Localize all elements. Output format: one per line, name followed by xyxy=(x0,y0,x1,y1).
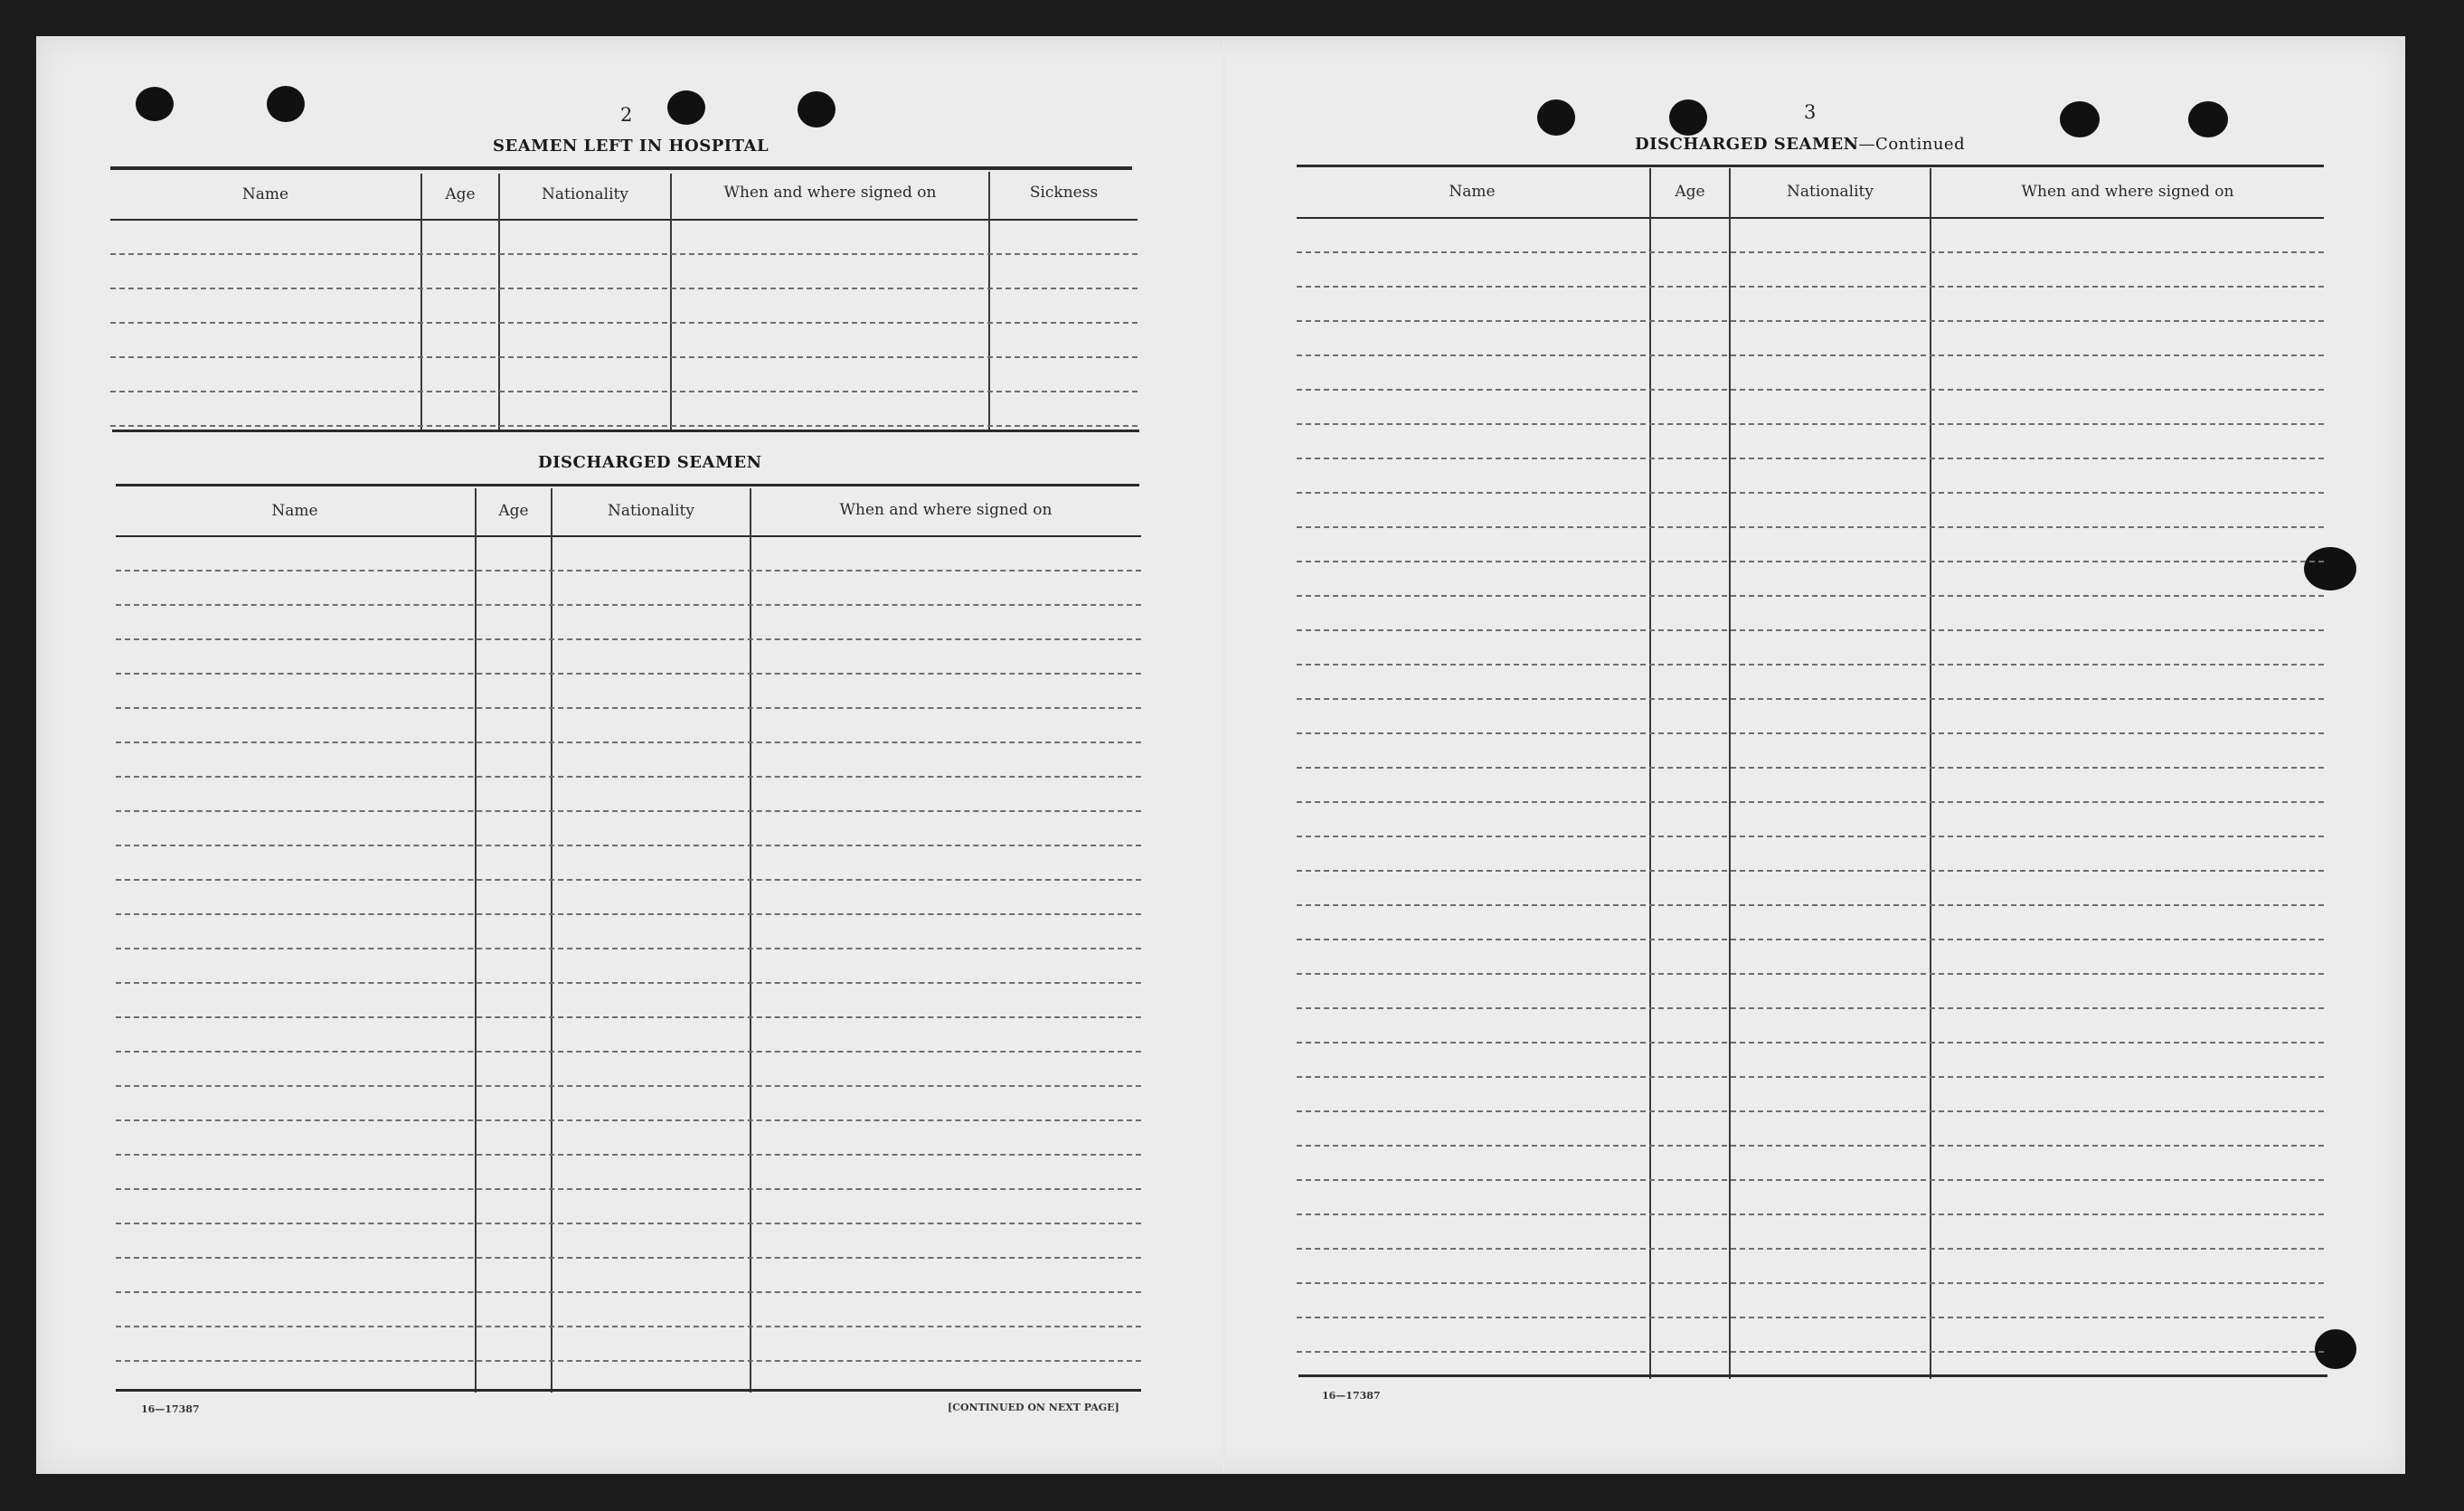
column-header-age: Age xyxy=(1675,183,1705,201)
entry-line xyxy=(116,707,1141,709)
entry-line xyxy=(1297,1007,2324,1009)
punch-hole xyxy=(1537,99,1575,136)
entry-line xyxy=(116,845,1141,846)
column-header-when-where-signed-on: When and where signed on xyxy=(2021,183,2234,201)
entry-line xyxy=(110,253,1138,255)
column-header-name: Name xyxy=(241,185,289,203)
entry-line xyxy=(116,879,1141,881)
entry-line xyxy=(1297,1214,2324,1215)
entry-line xyxy=(110,391,1138,392)
column-header-nationality: Nationality xyxy=(608,502,694,520)
entry-line xyxy=(1297,1351,2324,1353)
entry-line xyxy=(1297,1179,2324,1181)
entry-line xyxy=(116,1085,1141,1087)
entry-line xyxy=(116,1291,1141,1293)
entry-line xyxy=(1297,698,2324,700)
entry-line xyxy=(110,356,1138,358)
entry-line xyxy=(116,638,1141,640)
entry-line xyxy=(110,425,1138,427)
section-divider-rule xyxy=(112,430,1139,432)
entry-line xyxy=(116,604,1141,606)
entry-line xyxy=(1297,767,2324,769)
entry-line xyxy=(116,948,1141,949)
entry-line xyxy=(1297,870,2324,872)
entry-line xyxy=(116,1051,1141,1053)
entry-line xyxy=(1297,836,2324,837)
punch-hole xyxy=(2304,547,2356,590)
column-header-when-where-signed-on: When and where signed on xyxy=(723,184,937,202)
entry-line xyxy=(1297,939,2324,940)
form-number-right: 16—17387 xyxy=(1322,1390,1381,1402)
entry-line xyxy=(116,982,1141,984)
entry-line xyxy=(1297,1282,2324,1284)
punch-hole xyxy=(667,90,705,125)
entry-line xyxy=(1297,629,2324,631)
column-divider xyxy=(1729,168,1731,1379)
entry-line xyxy=(1297,595,2324,597)
entry-line xyxy=(1297,801,2324,803)
entry-line xyxy=(1297,1042,2324,1044)
column-header-name: Name xyxy=(1449,183,1496,201)
entry-line xyxy=(116,913,1141,915)
column-header-when-where-signed-on: When and where signed on xyxy=(839,501,1053,519)
column-divider xyxy=(1930,168,1931,1379)
entry-line xyxy=(1297,1076,2324,1078)
entry-line xyxy=(116,776,1141,778)
entry-line xyxy=(1297,354,2324,356)
page-number-left: 2 xyxy=(620,104,633,126)
entry-line xyxy=(1297,973,2324,975)
continued-suffix: —Continued xyxy=(1858,135,1966,154)
discharged-section-title: DISCHARGED SEAMEN xyxy=(538,453,762,472)
entry-line xyxy=(1297,320,2324,322)
entry-line xyxy=(116,1119,1141,1121)
entry-line xyxy=(116,1188,1141,1190)
column-divider xyxy=(1649,168,1651,1379)
entry-line xyxy=(116,1016,1141,1018)
form-number-left: 16—17387 xyxy=(141,1403,200,1415)
column-header-age: Age xyxy=(445,185,476,203)
entry-line xyxy=(1297,458,2324,459)
entry-line xyxy=(116,1257,1141,1259)
entry-line xyxy=(110,322,1138,324)
entry-line xyxy=(1297,1248,2324,1250)
table-top-rule xyxy=(116,484,1139,486)
column-header-nationality: Nationality xyxy=(1787,183,1874,201)
table-bottom-rule xyxy=(1298,1374,2327,1377)
entry-line xyxy=(1297,1145,2324,1147)
entry-line xyxy=(116,1223,1141,1224)
discharged-continued-title: DISCHARGED SEAMEN xyxy=(1635,135,1859,154)
header-bottom-rule xyxy=(116,535,1141,537)
column-header-sickness: Sickness xyxy=(1029,184,1099,202)
entry-line xyxy=(1297,561,2324,562)
entry-line xyxy=(1297,423,2324,425)
continued-on-next-page-note: [CONTINUED ON NEXT PAGE] xyxy=(948,1402,1119,1413)
header-bottom-rule xyxy=(1297,217,2324,219)
column-header-nationality: Nationality xyxy=(542,185,628,203)
entry-line xyxy=(1297,286,2324,288)
punch-hole xyxy=(2315,1329,2356,1369)
entry-line xyxy=(116,570,1141,571)
entry-line xyxy=(1297,492,2324,494)
punch-hole xyxy=(1669,99,1707,136)
entry-line xyxy=(116,810,1141,812)
entry-line xyxy=(116,741,1141,743)
entry-line xyxy=(116,1360,1141,1362)
column-header-age: Age xyxy=(498,502,529,520)
discharged-continued-section-title xyxy=(1635,135,1965,154)
table-top-rule xyxy=(1297,165,2324,167)
entry-line xyxy=(1297,732,2324,734)
entry-line xyxy=(110,288,1138,289)
punch-hole xyxy=(2060,101,2100,137)
header-bottom-rule xyxy=(110,219,1138,221)
entry-line xyxy=(116,1154,1141,1156)
punch-hole xyxy=(267,86,305,122)
entry-line xyxy=(1297,251,2324,253)
hospital-section-title: SEAMEN LEFT IN HOSPITAL xyxy=(493,137,769,156)
entry-line xyxy=(116,1326,1141,1327)
center-fold xyxy=(1223,36,1225,1474)
column-header-name: Name xyxy=(271,502,318,520)
entry-line xyxy=(1297,1110,2324,1112)
entry-line xyxy=(1297,1317,2324,1318)
entry-line xyxy=(1297,389,2324,391)
punch-hole xyxy=(2188,101,2228,137)
table-bottom-rule xyxy=(116,1389,1141,1392)
page-number-right: 3 xyxy=(1804,101,1817,123)
entry-line xyxy=(1297,904,2324,906)
punch-hole xyxy=(798,91,835,127)
entry-line xyxy=(1297,664,2324,666)
punch-hole xyxy=(136,87,174,121)
entry-line xyxy=(116,673,1141,675)
table-top-rule xyxy=(110,166,1132,170)
entry-line xyxy=(1297,526,2324,528)
